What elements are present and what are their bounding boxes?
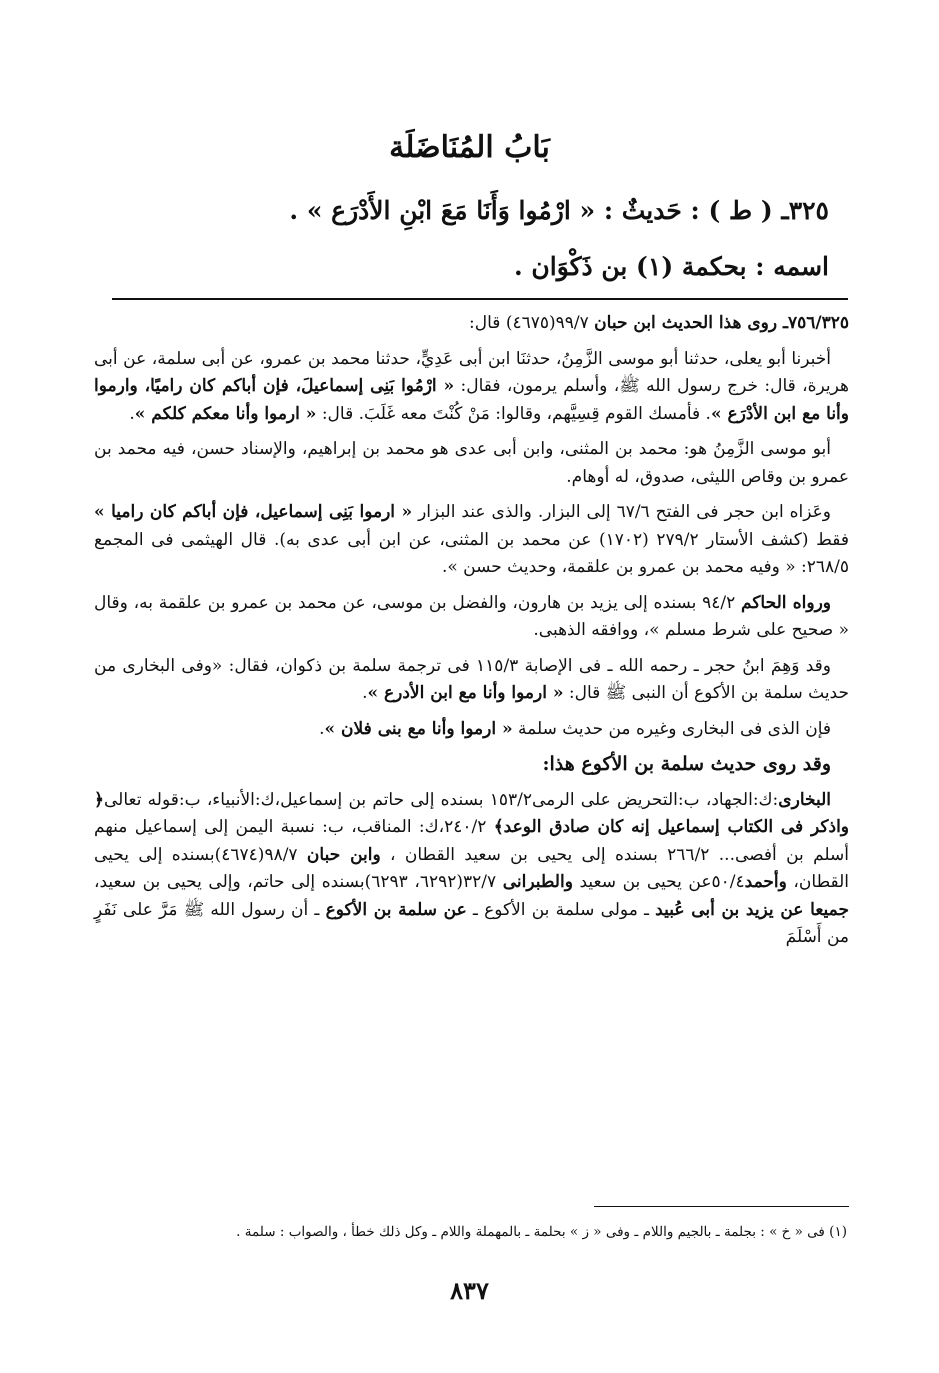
p6-quote: « ارموا وأنا مع ابن الأدرع » [367,683,564,703]
entry-heading: ٣٢٥ـ ( ط ) : حَديثٌ : « ارْمُوا وَأَنَا مَعَ ابْنِ الأَدْرَع » . [289,196,829,225]
p2-quote-1: « ارْمُوا بَنِى إسماعيلَ، فإن أباكم كان راميًا، وارموا وأنا مع ابن الأدْرَع » [94,376,849,424]
p9-bukhari: البخارى [778,789,831,810]
p9-text-f: ٩٨/٧(٤٦٧٤)بسنده إلى يحيى القطان، [94,844,850,892]
paragraph-5 [94,590,849,645]
paragraph-4 [94,499,849,582]
paragraph-8-subheading: وقد روى حديث سلمة بن الأكوع هذا: [542,753,831,775]
p9-text-l: ـ مولى سلمة بن الأكوع ـ [466,899,656,920]
paragraph-1 [94,310,849,338]
p9-text-d: ٢٤٠/٢،ك: المناقب، ب: نسبة اليمن إلى إسماعيل منهم أسلم بن أفصى... ٢٦٦/٢ بسنده إلى يحيى بن سعيد القطان ، [94,817,850,865]
p2-text-a: أخبرنا أبو يعلى، حدثنا أبو موسى الزَّمِنُ، حدثنَا ابن أبى عَدِيٍّ، حدثنا محمد بن عمرو، عن أبى سلمة، عن أبى هريرة، قال: خرج رسول الله ﷺ، وأسلم يرمون، فقال: [94,348,850,396]
entry-name-line: اسمه : بحكمة (١) بن ذَكْوَان . [513,252,829,281]
p7-text-c: . [319,718,325,739]
p6-text-a: وقد وَهِمَ ابنُ حجر ـ رحمه الله ـ فى الإصابة ١١٥/٣ فى ترجمة سلمة بن ذكوان، فقال: «وفى البخارى من حديث سلمة بن الأكوع أن النبى ﷺ قال: [94,655,849,703]
p2-text-c: . فأمسك القوم قِسِيَّهم، وقالوا: مَنْ كُنْتَ معه غَلَبَ. قال: [316,403,711,424]
paragraph-2 [94,346,849,429]
p4-text-a: وعَزاه ابن حجر فى الفتح ٦٧/٦ إلى البزار. والذى عند البزار [412,502,831,522]
paragraph-3: أبو موسى الزَّمِنُ هو: محمد بن المثنى، وابن أبى عدى هو محمد بن إبراهيم، والإسناد حسن، فيه محمد بن عمرو بن وقاص الليثى، صدوق، له أوهام. [94,439,849,487]
commentary-body [94,310,849,960]
p2-text-e: . [129,403,135,424]
chapter-title: بَابُ المُنَاضَلَة [389,130,550,165]
p6-text-c: . [362,683,368,703]
page-number: ٨٣٧ [450,1276,489,1305]
p9-narrator-bold: جميعا عن يزيد بن أبى عُبيد [655,899,850,920]
p9-text-b: :ك:الجهاد، ب:التحريض على الرمى١٥٣/٢ بسنده إلى حاتم بن إسماعيل،ك:الأنبياء، ب:قوله تعالى [103,789,779,810]
p9-ahmad: وأحمد [744,872,787,892]
p1-text: ٩٩/٧(٤٦٧٥) قال: [469,313,595,333]
hadith-number-bold: ٧٥٦/٣٢٥ـ روى هذا الحديث ابن حبان [594,313,849,333]
p5-text: ٩٤/٢ بسنده إلى يزيد بن هارون، والفضل بن موسى، عن محمد بن عمرو بن علقمة به، وقال « صحيح على شرط مسلم »، ووافقه الذهبى. [94,592,849,640]
p9-companion-bold: عن سلمة بن الأكوع [325,899,467,920]
footnote: (١) فى « خ » : بجلمة ـ بالجيم واللام ـ وفى « ز » بحلمة ـ بالمهملة واللام ـ وكل ذلك خطأ ، والصواب : سلمة . [236,1224,847,1240]
p9-text-j: ٣٢/٧(٦٢٩٢، ٦٢٩٣)بسنده إلى حاتم، وإلى يحيى بن سعيد، [94,872,503,892]
p4-text-c: فقط (كشف الأستار ٢٧٩/٢ (١٧٠٢) عن محمد بن المثنى، عن ابن أبى عدى به). قال الهيثمى فى المجمع ٢٦٨/٥: « وفيه محمد بن عمرو بن علقمة، وحديث حسن ». [94,529,849,577]
p7-quote: « ارموا وأنا مع بنى فلان » [324,718,513,739]
footnote-divider [594,1206,849,1207]
paragraph-6 [94,653,849,708]
p9-tabarani: والطبرانى [502,872,573,892]
p2-quote-2: « ارموا وأنا معكم كلكم » [134,403,317,424]
section-divider [112,298,848,300]
paragraph-7 [94,716,849,744]
p7-text-a: فإن الذى فى البخارى وغيره من حديث سلمة [512,718,831,739]
paragraph-9 [94,787,849,952]
p4-quote: « ارموا بَنِى إسماعيل، فإن أباكم كان راميا » [94,502,413,522]
p9-text-n: ـ أن رسول الله ﷺ مَرَّ على نَفَرٍ من أَسْلَمَ [94,899,849,947]
p5-source-bold: ورواه الحاكم [741,592,832,613]
p9-text-h: ٥٠/٤عن يحيى بن سعيد [572,872,745,892]
p9-quran-verse: ﴿ واذكر فى الكتاب إسماعيل إنه كان صادق الوعد﴾ [94,789,849,837]
p9-ibn-hibban: وابن حبان [306,844,381,865]
